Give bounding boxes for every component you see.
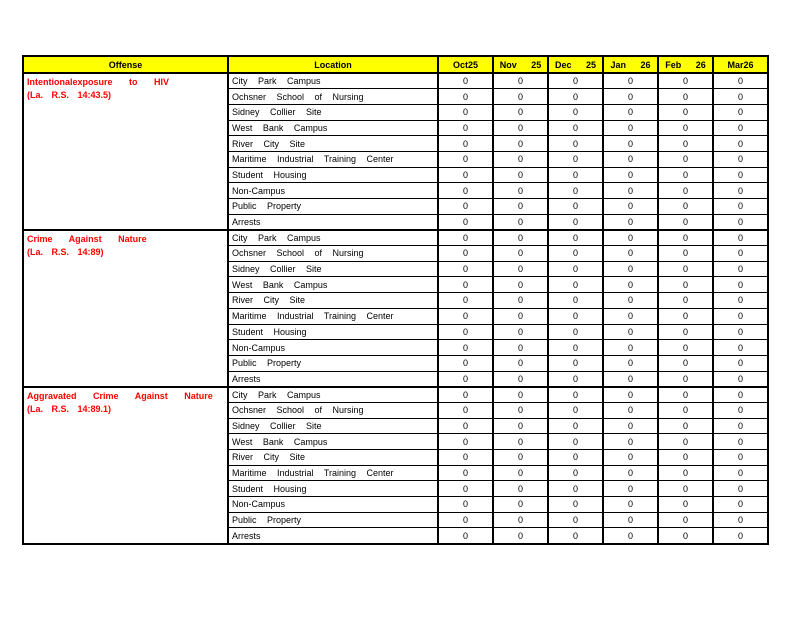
value-cell: 0 [548,324,603,340]
value-cell: 0 [603,497,658,513]
value-cell: 0 [548,136,603,152]
value-cell: 0 [713,293,768,309]
value-cell: 0 [658,324,713,340]
value-cell: 0 [493,120,548,136]
value-cell: 0 [548,418,603,434]
value-cell: 0 [493,340,548,356]
value-cell: 0 [493,481,548,497]
value-cell: 0 [548,183,603,199]
month-column-header-mar: Mar26 [713,56,768,73]
value-cell: 0 [548,246,603,262]
location-cell: West Bank Campus [228,434,438,450]
value-cell: 0 [548,465,603,481]
value-cell: 0 [603,293,658,309]
value-cell: 0 [603,214,658,230]
location-cell: Non-Campus [228,497,438,513]
location-cell: Student Housing [228,324,438,340]
value-cell: 0 [438,371,493,387]
value-cell: 0 [493,418,548,434]
value-cell: 0 [603,512,658,528]
location-cell: Student Housing [228,481,438,497]
location-cell: River City Site [228,136,438,152]
value-cell: 0 [603,402,658,418]
value-cell: 0 [438,151,493,167]
value-cell: 0 [658,308,713,324]
location-cell: West Bank Campus [228,277,438,293]
value-cell: 0 [438,355,493,371]
location-cell: Public Property [228,512,438,528]
value-cell: 0 [603,230,658,246]
value-cell: 0 [438,450,493,466]
location-cell: River City Site [228,293,438,309]
value-cell: 0 [658,418,713,434]
offense-title: Aggravated Crime Against Nature [27,390,213,401]
value-cell: 0 [603,387,658,403]
value-cell: 0 [438,528,493,544]
location-cell: River City Site [228,450,438,466]
value-cell: 0 [713,151,768,167]
value-cell: 0 [658,293,713,309]
value-cell: 0 [658,434,713,450]
location-cell: Arrests [228,214,438,230]
offense-column-header: Offense [23,56,228,73]
location-cell: Maritime Industrial Training Center [228,465,438,481]
value-cell: 0 [713,89,768,105]
value-cell: 0 [658,371,713,387]
value-cell: 0 [658,136,713,152]
value-cell: 0 [658,512,713,528]
value-cell: 0 [493,277,548,293]
value-cell: 0 [658,340,713,356]
value-cell: 0 [603,261,658,277]
value-cell: 0 [713,528,768,544]
value-cell: 0 [493,214,548,230]
value-cell: 0 [548,104,603,120]
value-cell: 0 [658,497,713,513]
value-cell: 0 [493,528,548,544]
value-cell: 0 [603,183,658,199]
value-cell: 0 [713,199,768,215]
location-cell: Arrests [228,371,438,387]
table-row [23,73,768,89]
value-cell: 0 [603,324,658,340]
value-cell: 0 [603,120,658,136]
value-cell: 0 [603,308,658,324]
value-cell: 0 [658,387,713,403]
value-cell: 0 [438,261,493,277]
value-cell: 0 [713,136,768,152]
value-cell: 0 [713,246,768,262]
value-cell: 0 [548,340,603,356]
value-cell: 0 [438,481,493,497]
offense-statute: (La. R.S. 14:89) [27,246,104,257]
value-cell: 0 [548,73,603,89]
location-cell: Maritime Industrial Training Center [228,151,438,167]
value-cell: 0 [658,167,713,183]
value-cell: 0 [548,293,603,309]
value-cell: 0 [658,89,713,105]
value-cell: 0 [713,120,768,136]
value-cell: 0 [548,371,603,387]
value-cell: 0 [493,293,548,309]
location-cell: City Park Campus [228,73,438,89]
value-cell: 0 [603,434,658,450]
value-cell: 0 [603,89,658,105]
value-cell: 0 [548,89,603,105]
location-column-header: Location [228,56,438,73]
value-cell: 0 [438,120,493,136]
location-cell: Non-Campus [228,340,438,356]
value-cell: 0 [713,512,768,528]
value-cell: 0 [603,450,658,466]
value-cell: 0 [493,512,548,528]
value-cell: 0 [438,214,493,230]
value-cell: 0 [658,355,713,371]
value-cell: 0 [658,246,713,262]
value-cell: 0 [603,465,658,481]
value-cell: 0 [713,355,768,371]
value-cell: 0 [603,151,658,167]
location-cell: Student Housing [228,167,438,183]
value-cell: 0 [713,104,768,120]
value-cell: 0 [548,387,603,403]
value-cell: 0 [658,277,713,293]
location-cell: Sidney Collier Site [228,418,438,434]
location-cell: Non-Campus [228,183,438,199]
value-cell: 0 [603,246,658,262]
month-column-header-oct: Oct25 [438,56,493,73]
table-row [23,230,768,246]
value-cell: 0 [438,324,493,340]
value-cell: 0 [493,151,548,167]
value-cell: 0 [658,402,713,418]
value-cell: 0 [493,104,548,120]
value-cell: 0 [438,230,493,246]
value-cell: 0 [438,434,493,450]
location-cell: West Bank Campus [228,120,438,136]
value-cell: 0 [603,418,658,434]
value-cell: 0 [713,261,768,277]
value-cell: 0 [548,214,603,230]
value-cell: 0 [603,371,658,387]
value-cell: 0 [548,230,603,246]
value-cell: 0 [438,183,493,199]
value-cell: 0 [548,277,603,293]
value-cell: 0 [658,151,713,167]
value-cell: 0 [658,120,713,136]
value-cell: 0 [493,199,548,215]
value-cell: 0 [713,418,768,434]
month-column-header-nov: Nov 25 [493,56,548,73]
value-cell: 0 [493,324,548,340]
value-cell: 0 [713,277,768,293]
value-cell: 0 [713,73,768,89]
location-cell: Sidney Collier Site [228,104,438,120]
value-cell: 0 [438,246,493,262]
value-cell: 0 [438,199,493,215]
value-cell: 0 [603,355,658,371]
value-cell: 0 [603,481,658,497]
offense-statute: (La. R.S. 14:89.1) [27,403,112,414]
value-cell: 0 [658,230,713,246]
location-cell: City Park Campus [228,387,438,403]
value-cell: 0 [658,465,713,481]
value-cell: 0 [438,89,493,105]
value-cell: 0 [438,293,493,309]
location-cell: Ochsner School of Nursing [228,89,438,105]
value-cell: 0 [658,214,713,230]
value-cell: 0 [548,402,603,418]
value-cell: 0 [713,402,768,418]
value-cell: 0 [658,183,713,199]
value-cell: 0 [493,465,548,481]
value-cell: 0 [548,355,603,371]
value-cell: 0 [658,481,713,497]
offense-title: Crime Against Nature [27,233,147,244]
value-cell: 0 [603,136,658,152]
value-cell: 0 [438,73,493,89]
value-cell: 0 [603,167,658,183]
location-cell: Public Property [228,355,438,371]
value-cell: 0 [438,465,493,481]
month-column-header-jan: Jan 26 [603,56,658,73]
table-body [23,73,768,544]
value-cell: 0 [438,512,493,528]
value-cell: 0 [493,89,548,105]
value-cell: 0 [713,481,768,497]
offense-cell [23,387,228,544]
value-cell: 0 [713,434,768,450]
value-cell: 0 [438,387,493,403]
value-cell: 0 [493,497,548,513]
value-cell: 0 [658,199,713,215]
value-cell: 0 [713,324,768,340]
month-column-header-dec: Dec 25 [548,56,603,73]
location-cell: Arrests [228,528,438,544]
value-cell: 0 [548,167,603,183]
value-cell: 0 [658,261,713,277]
value-cell: 0 [713,340,768,356]
value-cell: 0 [713,214,768,230]
value-cell: 0 [603,277,658,293]
value-cell: 0 [713,450,768,466]
location-cell: Ochsner School of Nursing [228,402,438,418]
value-cell: 0 [438,308,493,324]
offense-cell [23,230,228,387]
value-cell: 0 [658,450,713,466]
value-cell: 0 [658,528,713,544]
value-cell: 0 [548,151,603,167]
value-cell: 0 [493,402,548,418]
location-cell: Ochsner School of Nursing [228,246,438,262]
value-cell: 0 [438,277,493,293]
value-cell: 0 [713,230,768,246]
value-cell: 0 [603,199,658,215]
value-cell: 0 [548,199,603,215]
value-cell: 0 [603,73,658,89]
location-cell: Sidney Collier Site [228,261,438,277]
value-cell: 0 [493,73,548,89]
value-cell: 0 [493,308,548,324]
value-cell: 0 [493,246,548,262]
value-cell: 0 [548,450,603,466]
value-cell: 0 [493,434,548,450]
offense-cell [23,73,228,230]
value-cell: 0 [493,387,548,403]
value-cell: 0 [713,371,768,387]
header-row [23,56,768,73]
value-cell: 0 [438,497,493,513]
value-cell: 0 [438,340,493,356]
value-cell: 0 [493,355,548,371]
crime-stats-table [22,55,769,545]
value-cell: 0 [493,450,548,466]
value-cell: 0 [493,261,548,277]
table-header [23,56,768,73]
value-cell: 0 [713,308,768,324]
value-cell: 0 [493,136,548,152]
value-cell: 0 [438,104,493,120]
value-cell: 0 [548,261,603,277]
location-cell: Public Property [228,199,438,215]
value-cell: 0 [493,230,548,246]
value-cell: 0 [548,528,603,544]
value-cell: 0 [548,481,603,497]
value-cell: 0 [493,167,548,183]
value-cell: 0 [658,104,713,120]
value-cell: 0 [713,497,768,513]
value-cell: 0 [548,497,603,513]
location-cell: Maritime Industrial Training Center [228,308,438,324]
value-cell: 0 [548,512,603,528]
value-cell: 0 [603,528,658,544]
value-cell: 0 [438,167,493,183]
value-cell: 0 [713,167,768,183]
month-column-header-feb: Feb 26 [658,56,713,73]
offense-statute: (La. R.S. 14:43.5) [27,90,112,100]
value-cell: 0 [493,183,548,199]
value-cell: 0 [548,308,603,324]
value-cell: 0 [548,120,603,136]
value-cell: 0 [493,371,548,387]
offense-title: Intentionalexposure to HIV [27,77,170,87]
value-cell: 0 [603,104,658,120]
value-cell: 0 [713,387,768,403]
value-cell: 0 [438,136,493,152]
value-cell: 0 [713,465,768,481]
location-cell: City Park Campus [228,230,438,246]
value-cell: 0 [603,340,658,356]
value-cell: 0 [658,73,713,89]
value-cell: 0 [548,434,603,450]
value-cell: 0 [713,183,768,199]
table-row [23,387,768,403]
value-cell: 0 [438,418,493,434]
value-cell: 0 [438,402,493,418]
